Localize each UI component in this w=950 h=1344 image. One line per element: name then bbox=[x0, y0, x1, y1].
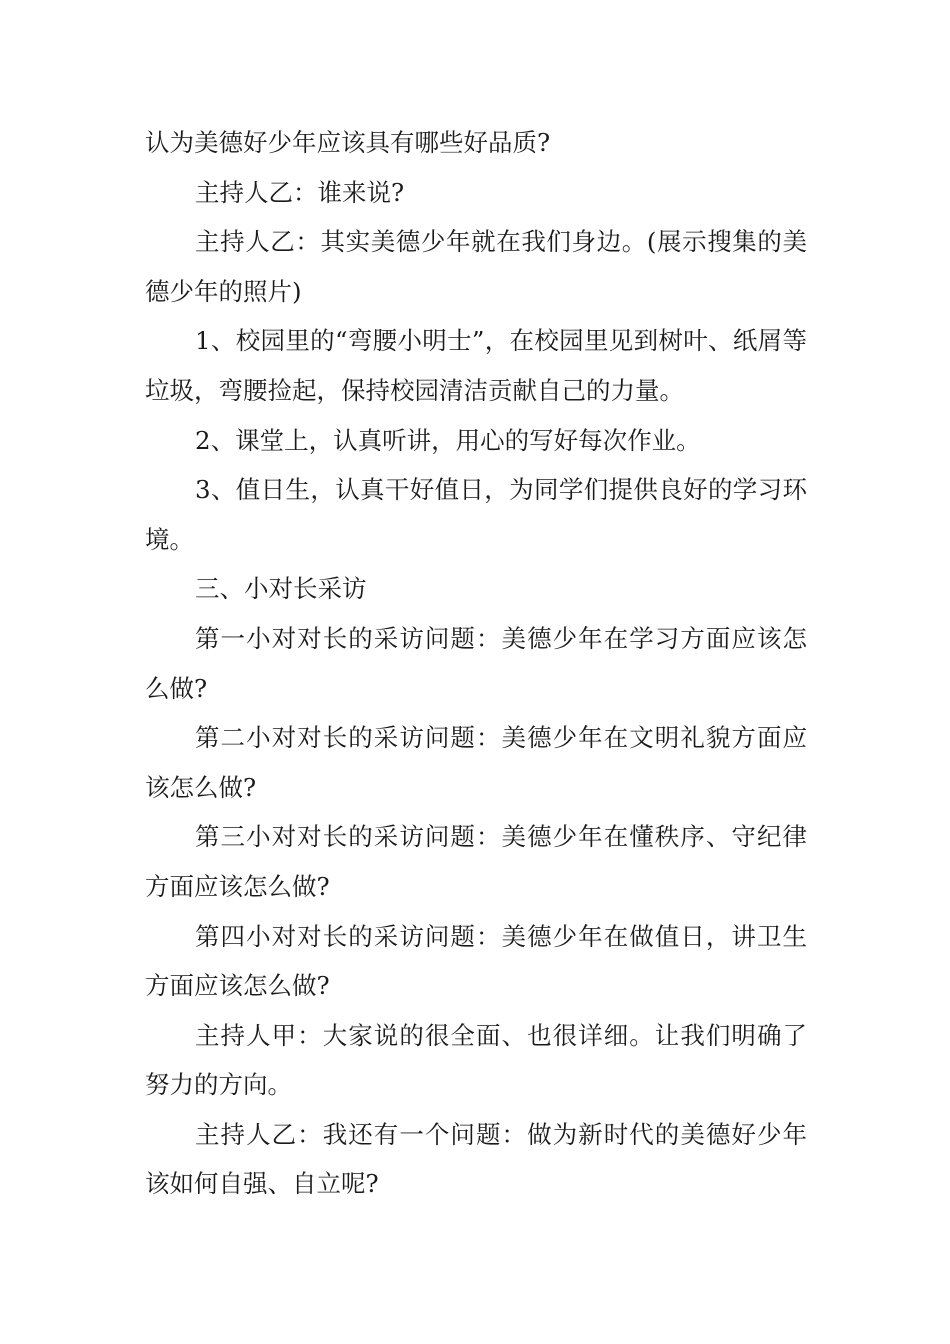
paragraph-item-1: 1、校园里的“弯腰小明士”，在校园里见到树叶、纸屑等垃圾，弯腰捡起，保持校园清洁贡献自己的力量。 bbox=[145, 326, 807, 405]
paragraph-interview-4: 第四小对对长的采访问题：美德少年在做值日，讲卫生方面应该怎么做? bbox=[145, 921, 807, 1001]
paragraph-item-3: 3、值日生，认真干好值日，为同学们提供良好的学习环境。 bbox=[145, 475, 807, 554]
paragraph-interview-3: 第三小对对长的采访问题：美德少年在懂秩序、守纪律方面应该怎么做? bbox=[145, 822, 807, 901]
paragraph-item-2: 2、课堂上，认真听讲，用心的写好每次作业。 bbox=[195, 425, 701, 455]
paragraph-continuation: 认为美德好少年应该具有哪些好品质? bbox=[145, 128, 551, 157]
paragraph-host-b-question: 主持人乙：我还有一个问题：做为新时代的美德好少年该如何自强、自立呢? bbox=[145, 1119, 807, 1199]
paragraph-host-b-photos: 主持人乙：其实美德少年就在我们身边。(展示搜集的美德少年的照片) bbox=[145, 227, 807, 306]
paragraph-interview-2: 第二小对对长的采访问题：美德少年在文明礼貌方面应该怎么做? bbox=[145, 723, 807, 802]
paragraph-host-b-who-speaks: 主持人乙：谁来说? bbox=[195, 177, 405, 207]
paragraph-interview-1: 第一小对对长的采访问题：美德少年在学习方面应该怎么做? bbox=[145, 623, 807, 703]
section-heading-interview: 三、小对长采访 bbox=[195, 574, 367, 604]
paragraph-host-a-summary: 主持人甲：大家说的很全面、也很详细。让我们明确了努力的方向。 bbox=[145, 1020, 807, 1100]
document-body bbox=[145, 118, 807, 1209]
